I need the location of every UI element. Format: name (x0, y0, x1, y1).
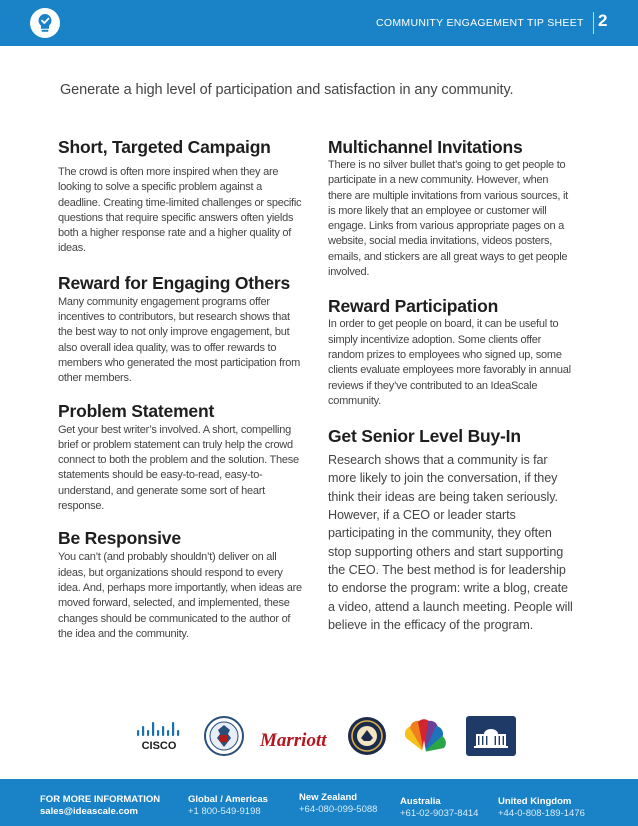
footer-email-link[interactable]: sales@ideascale.com (40, 806, 138, 817)
white-house-logo-icon (466, 716, 516, 761)
tip-reward-engaging-others (58, 272, 303, 387)
office-region: Global / Americas (188, 794, 268, 805)
footer-bar (0, 779, 638, 826)
nbc-peacock-icon (400, 718, 448, 759)
office-region: United Kingdom (498, 796, 572, 807)
office-phone[interactable]: +44-0-808-189-1476 (498, 808, 585, 819)
marriott-logo-icon (258, 728, 330, 757)
dhs-seal-icon (204, 716, 244, 761)
office-phone[interactable]: +61-02-9037-8414 (400, 808, 479, 819)
header-title: COMMUNITY ENGAGEMENT TIP SHEET (376, 17, 584, 29)
footer-more-info (40, 794, 160, 818)
cisco-wordmark: CISCO (141, 740, 177, 752)
intro-text: Generate a high level of participation and satisfaction in any community. (60, 82, 514, 98)
section-heading: Be Responsive (58, 528, 181, 549)
right-column (328, 136, 574, 634)
tip-short-targeted-campaign (58, 136, 303, 257)
section-body: The crowd is often more inspired when they are looking to solve a specific problem against a deadline. Creating time-limited challenges or specific questions that require specific answers often yields both a higher response rate and a higher quality of ideas. (58, 166, 302, 255)
section-body: Many community engagement programs offer incentives to contributors, but research shows that the best way to not only improve engagement, but also overall idea quality, was to offer rewards to members who generated the most participation from other members. (58, 295, 301, 385)
footer-office-australia (400, 796, 478, 820)
section-heading: Problem Statement (58, 400, 215, 421)
tip-multichannel-invitations (328, 136, 574, 280)
section-heading: Short, Targeted Campaign (58, 137, 271, 157)
navy-seal-icon (347, 716, 387, 761)
office-phone[interactable]: +1 800-549-9198 (188, 806, 261, 817)
tip-senior-level-buy-in (328, 425, 574, 634)
footer-office-united-kingdom (498, 796, 585, 820)
header-divider (593, 12, 594, 34)
more-info-label: FOR MORE INFORMATION (40, 794, 161, 805)
office-region: New Zealand (299, 792, 358, 803)
section-heading: Reward Participation (328, 296, 499, 317)
section-body: You can’t (and probably shouldn’t) deliver on all ideas, but organizations should respond to every idea. And, perhaps more importantly, when ideas are moved forward, selected, and implemented, these changes should be communicated to the author of the idea and the community. (58, 551, 302, 640)
page-number: 2 (598, 11, 608, 30)
section-body: In order to get people on board, it can be useful to simply incentivize adoption. Some clients offer random prizes to employees who signed up, some clients evaluate employees more favorably in annual reviews if they’ve contributed to an IdeaScale community. (328, 318, 571, 407)
tip-reward-participation (328, 295, 574, 409)
marriott-wordmark: Marriott (260, 730, 327, 751)
footer-office-new-zealand (299, 792, 377, 816)
section-heading: Multichannel Invitations (328, 137, 523, 157)
tip-be-responsive (58, 527, 303, 642)
office-region: Australia (400, 796, 441, 807)
client-logos-row (130, 712, 530, 764)
section-body: Get your best writer’s involved. A short, compelling brief or problem statement can truly help the crowd connect to both the problem and the solution. These statements should be easy-to-read, easy-to-understand, and generate some sort of heart response. (58, 423, 299, 513)
header-bar (0, 0, 638, 46)
section-body: Research shows that a community is far more likely to join the conversation, if they think their ideas are being taken seriously. However, if a CEO or leader starts participating in the community, they often stop supporting others and start supporting the CEO. The best method is for leadership to endorse the program: write a blog, create a video, attend a launch meeting. People will believe in the efficacy of the program. (328, 453, 573, 632)
footer-office-global (188, 794, 268, 818)
section-body: There is no silver bullet that’s going to get people to participate in a new community. However, when there are multiple invitations from various sources, it is more likely that an employee or customer will engage. Links from various appropriate pages on a website, social media invitations, videos posters, emails, and stickers are all great ways to get people involved. (328, 159, 568, 279)
cisco-logo-icon (135, 720, 185, 757)
ideascale-logo-icon[interactable] (30, 8, 60, 38)
office-phone[interactable]: +64-080-099-5088 (299, 804, 378, 815)
section-heading: Get Senior Level Buy-In (328, 426, 521, 447)
section-heading: Reward for Engaging Others (58, 272, 291, 293)
tip-problem-statement (58, 400, 303, 515)
left-column (58, 136, 303, 642)
